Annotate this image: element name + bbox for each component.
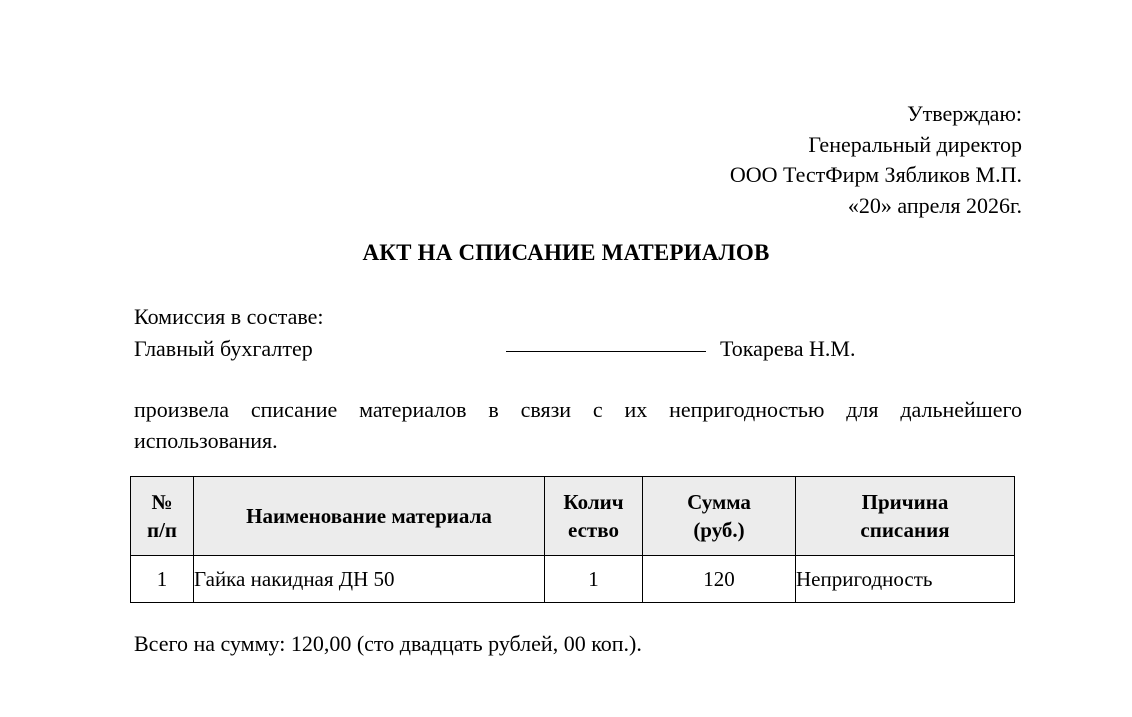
column-header-sum-line2: (руб.) [693, 518, 745, 542]
table-row [131, 556, 1015, 603]
column-header-number-line1: № [151, 490, 173, 514]
commission-block [134, 301, 1024, 365]
approval-block [462, 99, 1022, 221]
materials-table [130, 476, 1015, 603]
column-header-name [194, 477, 545, 556]
column-header-quantity [545, 477, 643, 556]
commission-member-row [134, 333, 1024, 365]
commission-member-role: Главный бухгалтер [134, 336, 313, 361]
column-header-quantity-line1: Колич [563, 490, 624, 514]
cell-sum: 120 [643, 556, 796, 603]
page-title: АКТ НА СПИСАНИЕ МАТЕРИАЛОВ [362, 240, 770, 265]
commission-heading: Комиссия в составе: [134, 304, 324, 329]
commission-member-name: Токарева Н.М. [720, 336, 856, 361]
materials-table-wrapper [130, 476, 1014, 603]
cell-reason: Непригодность [796, 556, 1015, 603]
approval-organization: ООО ТестФирм Зябликов М.П. [729, 162, 1022, 187]
approval-position: Генеральный директор [808, 131, 1022, 157]
column-header-number-line2: п/п [146, 518, 178, 542]
cell-number: 1 [131, 556, 194, 603]
column-header-reason-line2: списания [860, 518, 950, 542]
statement-line-1: произвела списание материалов в связи с их непригодностью для дальнейшего [134, 397, 1022, 422]
column-header-reason [796, 477, 1015, 556]
total-amount-line: Всего на сумму: 120,00 (сто двадцать рублей, 00 коп.). [134, 631, 642, 656]
statement-paragraph [134, 394, 1022, 456]
approval-date: «20» апреля 2026г. [847, 192, 1022, 218]
column-header-name-text: Наименование материала [246, 504, 492, 528]
column-header-quantity-line2: ество [568, 518, 619, 542]
table-header-row [131, 477, 1015, 556]
statement-line-2: использования. [134, 428, 278, 453]
cell-material-name: Гайка накидная ДН 50 [194, 556, 545, 603]
approval-label: Утверждаю: [907, 101, 1022, 126]
column-header-reason-line1: Причина [861, 490, 949, 514]
signature-line [506, 351, 706, 352]
column-header-sum-line1: Сумма [687, 490, 751, 514]
column-header-sum [643, 477, 796, 556]
column-header-number [131, 477, 194, 556]
cell-quantity: 1 [545, 556, 643, 603]
